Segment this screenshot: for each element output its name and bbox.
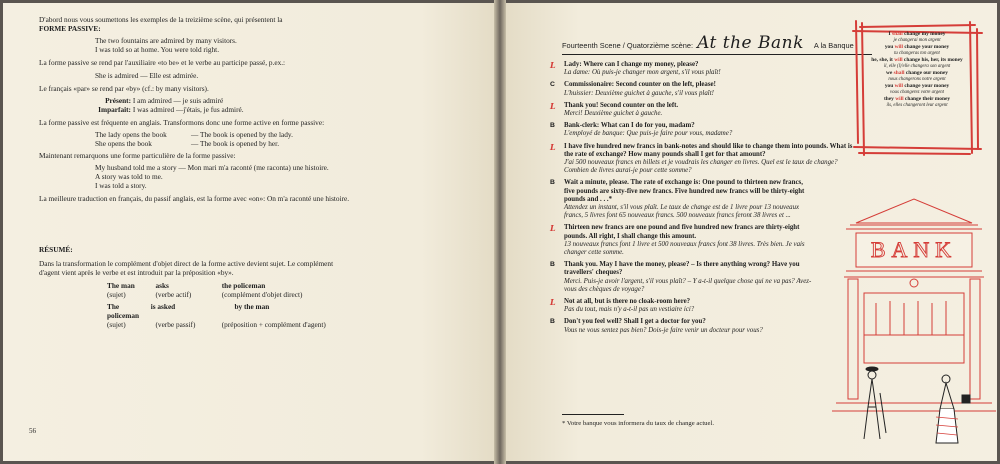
dialogue-line: L Thirteen new francs are one pound and five hundred new francs are thirty-eight pounds. All right, I shall change this amount. 13 nouveaux francs font 1 livre et 500 nouveaux francs font 38 livres. Très bien. Je vais changer cette somme. bbox=[550, 223, 805, 257]
future-tense-box bbox=[870, 31, 964, 146]
footnote-rule bbox=[562, 414, 624, 415]
dialogue-line: L Lady: Where can I change my money, please? La dame: Où puis-je changer mon argent, s'il vous plaît! bbox=[550, 60, 721, 77]
scene-title: At the Bank bbox=[697, 33, 804, 53]
dialogue-line: B Don't you feel well? Shall I get a doctor for you? Vous ne vous sentez pas bien? Dois-je faire venir un docteur pour vous? bbox=[550, 318, 763, 334]
resume-title: RÉSUMÉ: bbox=[39, 245, 73, 254]
paragraph-4: La forme passive est fréquente en anglais. Transformons donc une forme active en forme passive: bbox=[39, 118, 325, 127]
resume-section bbox=[39, 245, 351, 329]
example-3: Présent: I am admired — je suis admiré Imparfait: I was admired —j'étais, je fus admiré. bbox=[98, 96, 244, 114]
example-2: She is admired — Elle est admirée. bbox=[95, 71, 199, 80]
dialogue-line: B Bank-clerk: What can I do for you, madam? L'employé de banque: Que puis-je faire pour vous, madame? bbox=[550, 122, 733, 138]
dialogue-line: L Not at all, but is there no cloak-room here? Pas du tout, mais n'y a-t-il pas un vestiaire ici? bbox=[550, 297, 695, 314]
example-4: The lady opens the book — The book is opened by the lady. She opens the book — The book is opened by her. bbox=[95, 130, 293, 148]
book-gutter bbox=[494, 0, 506, 464]
footnote: * Votre banque vous informera du taux de change actuel. bbox=[562, 420, 715, 427]
sidebox-row: we shall change our money nous changerons notre argent bbox=[886, 70, 948, 82]
sidebox-row: they will change their money ils, elles changeront leur argent bbox=[883, 96, 951, 108]
page-number: 56 bbox=[29, 427, 36, 435]
left-page bbox=[3, 3, 494, 461]
right-page bbox=[506, 3, 997, 461]
paragraph-5: Maintenant remarquons une forme particulière de la forme passive: bbox=[39, 151, 236, 160]
intro-text: D'abord nous vous soumettons les exemples de la treizième scène, qui présentent la bbox=[39, 15, 283, 24]
resume-text: Dans la transformation le complément d'objet direct de la forme active devient sujet. Le complément d'agent vient après le verbe et est introduit par la préposition «by». bbox=[39, 259, 334, 277]
sidebox-row: I shall change my money je changerai mon argent bbox=[888, 31, 946, 43]
example-1: The two fountains are admired by many visitors. I was told so at home. You were told right. bbox=[95, 36, 237, 54]
dialogue bbox=[550, 61, 860, 339]
dialogue-line: B Thank you. May I have the money, please? – Is there anything wrong? Have you travellers' cheques? Merci. Puis-je avoir l'argent, s'il vous plaît? – Y a-t-il quelque chose qui ne va pas? Avez-vous des chèques de voyage? bbox=[550, 261, 812, 293]
scene-title-fr: A la Banque bbox=[813, 41, 854, 50]
dialogue-line: L Thank you! Second counter on the left. Merci! Deuxième guichet à gauche. bbox=[550, 100, 679, 118]
example-5: My husband told me a story — Mon mari m'a raconté (me raconta) une histoire. A story was told to me. I was told a story. bbox=[95, 163, 329, 190]
dialogue-line: B Wait a minute, please. The rate of exchange is: One pound to thirteen new francs, five pounds are sixty-five new francs. Five hundred new francs will be thirty-eight pounds and . . .* Attendez un instant, s'il vous plaît. Le taux de change est de 1 livre pour 13 nouveaux francs, 5 livres font 65 nouveaux francs. 500 nouveaux francs feront 38 livres et ... bbox=[550, 179, 805, 220]
scene-header bbox=[562, 33, 872, 55]
resume-table-active: The man asks the policeman (sujet) (verbe actif) (complément d'objet direct) bbox=[107, 281, 303, 299]
intro-bold: FORME PASSIVE: bbox=[39, 24, 101, 33]
bank-illustration bbox=[816, 193, 996, 455]
paragraph-2: La forme passive se rend par l'auxiliaire «to be» et le verbe au participe passé, p.ex.: bbox=[39, 58, 286, 67]
paragraph-3: Le français «par» se rend par «by» (cf.: by many visitors). bbox=[39, 84, 209, 93]
paragraph-6: La meilleure traduction en français, du passif anglais, est la forme avec «on»: On m'a raconté une histoire. bbox=[39, 194, 350, 203]
scene-label: Fourteenth Scene / Quatorzième scène: bbox=[562, 41, 694, 50]
bank-sign: BANK bbox=[870, 237, 958, 262]
sidebox-row: he, she, it will change his, her, its money il, elle (l)'elle changera son argent bbox=[871, 57, 963, 69]
sidebox-row: you will change your money vous changerez votre argent bbox=[884, 83, 950, 95]
left-page-body bbox=[39, 15, 351, 203]
resume-table-passive: The policeman is asked by the man (sujet) (verbe passif) (préposition + complément d'agent) bbox=[107, 302, 326, 329]
dialogue-line: C Commissionaire: Second counter on the left, please! L'huissier: Deuxième guichet à gauche, s'il vous plaît! bbox=[550, 81, 716, 97]
dialogue-line: L I have five hundred new francs in bank-notes and should like to change them into pounds. What is the rate of exchange? How many pounds shall I get for that amount? J'ai 500 nouveaux francs en billets et je voudrais les changer en livres. Quel est le taux de change? Combien de livres aurai-je pour cette somme? bbox=[550, 141, 853, 175]
sidebox-row: you will change your money tu changeras ton argent bbox=[884, 44, 950, 56]
